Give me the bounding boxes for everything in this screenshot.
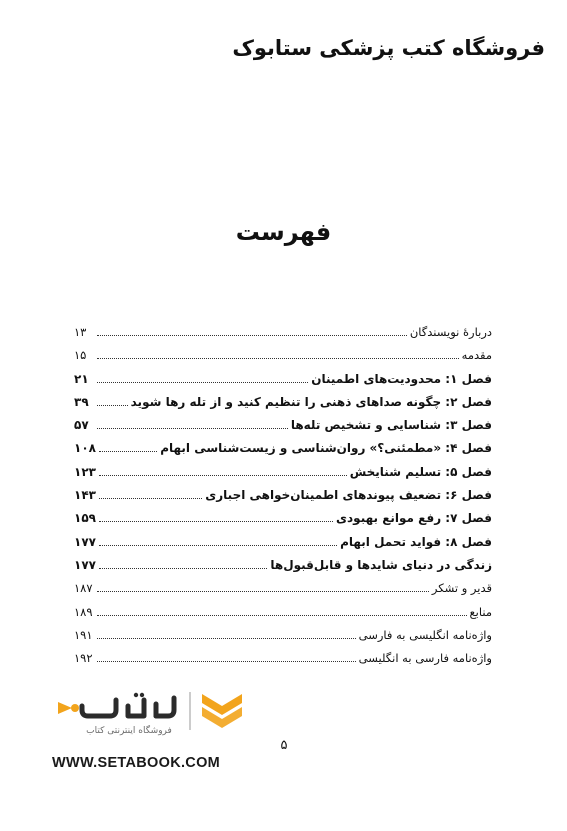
toc-leader-dots (97, 405, 128, 406)
toc-entry-title: دربارهٔ نویسندگان (409, 325, 492, 339)
toc-entry-title: واژه‌نامه فارسی به انگلیسی (358, 651, 492, 666)
toc-entry-page: ۱۷۷ (74, 557, 96, 572)
toc-entry-title: قدیر و تشکر (431, 581, 492, 596)
toc-entry-title: زندگی در دنیای شایدها و قابل‌قبول‌ها (270, 557, 492, 572)
toc-entry (74, 507, 492, 530)
toc-leader-dots (99, 498, 202, 499)
toc-entry (74, 577, 492, 600)
toc-leader-dots (97, 615, 467, 616)
toc-title: فهرست (235, 218, 332, 246)
toc-leader-dots (97, 638, 356, 639)
toc-entry-title: فصل ۸: فواید تحمل ابهام (340, 534, 492, 549)
toc-leader-dots (99, 545, 337, 546)
setabook-logo-icon (52, 686, 262, 746)
toc-entry-page: ۱۸۷ (74, 581, 93, 596)
page-number: ۵ (280, 738, 288, 753)
toc-entry (74, 414, 492, 437)
toc-leader-dots (97, 358, 459, 359)
toc-leader-dots (97, 428, 288, 429)
toc-entry (74, 531, 492, 554)
toc-entry (74, 484, 492, 507)
toc-entry-title: فصل ۶: تضعیف پیوندهای اطمینان‌خواهی اجباری (205, 488, 492, 503)
toc-leader-dots (99, 521, 333, 522)
toc-entry-title: منابع (469, 604, 492, 619)
toc-entry-page: ۱۳ (74, 325, 87, 339)
toc-entry-page: ۱۵۹ (74, 511, 96, 526)
toc-entry-page: ۵۷ (74, 418, 89, 433)
toc-entry (74, 647, 492, 670)
toc-leader-dots (97, 591, 429, 592)
toc-entry-page: ۳۹ (74, 394, 89, 409)
toc-entry-page: ۱۷۷ (74, 534, 96, 549)
toc-entry (74, 321, 492, 344)
toc-entry-title: فصل ۲: چگونه صداهای ذهنی را تنظیم کنید و از تله رها شوید (130, 394, 492, 409)
store-title: فروشگاه کتب پزشکی ستابوک (232, 36, 545, 60)
toc-entry-page: ۱۵ (74, 348, 87, 363)
toc-leader-dots (97, 335, 407, 336)
toc-entry (74, 391, 492, 414)
toc-entry-page: ۱۰۸ (74, 441, 96, 456)
toc-entry (74, 344, 492, 367)
toc-leader-dots (97, 661, 356, 662)
toc-entry-page: ۱۹۲ (74, 651, 93, 666)
toc-entry (74, 437, 492, 460)
toc-leader-dots (99, 475, 347, 476)
toc-entry (74, 624, 492, 647)
toc-entry-title: فصل ۳: شناسایی و تشخیص تله‌ها (290, 418, 492, 433)
toc-entry-page: ۱۲۳ (74, 464, 96, 479)
toc-entry (74, 601, 492, 624)
toc-leader-dots (99, 568, 267, 569)
toc-leader-dots (99, 451, 157, 452)
toc-entry-title: فصل ۷: رفع موانع بهبودی (336, 511, 492, 526)
brand-url: WWW.SETABOOK.COM (52, 755, 221, 771)
toc-leader-dots (97, 382, 308, 383)
toc-entry-page: ۱۴۳ (74, 488, 96, 503)
toc-entry-title: فصل ۵: تسلیم شنایخش (349, 464, 492, 479)
toc-entry-page: ۱۹۱ (74, 627, 93, 642)
toc-entry (74, 461, 492, 484)
toc-entry-title: واژه‌نامه انگلیسی به فارسی (358, 627, 492, 642)
table-of-contents (74, 321, 492, 670)
toc-entry-page: ۲۱ (74, 371, 89, 386)
toc-entry (74, 368, 492, 391)
brand-watermark (52, 686, 252, 776)
brand-tagline: فروشگاه اینترنتی کتاب (86, 726, 172, 736)
toc-entry-page: ۱۸۹ (74, 604, 93, 619)
toc-entry-title: مقدمه (461, 348, 492, 363)
toc-entry-title: فصل ۱: محدودیت‌های اطمینان (311, 371, 492, 386)
toc-entry-title: فصل ۴: «مطمئنی؟» روان‌شناسی و زیست‌شناسی ابهام (160, 441, 492, 456)
toc-entry (74, 554, 492, 577)
